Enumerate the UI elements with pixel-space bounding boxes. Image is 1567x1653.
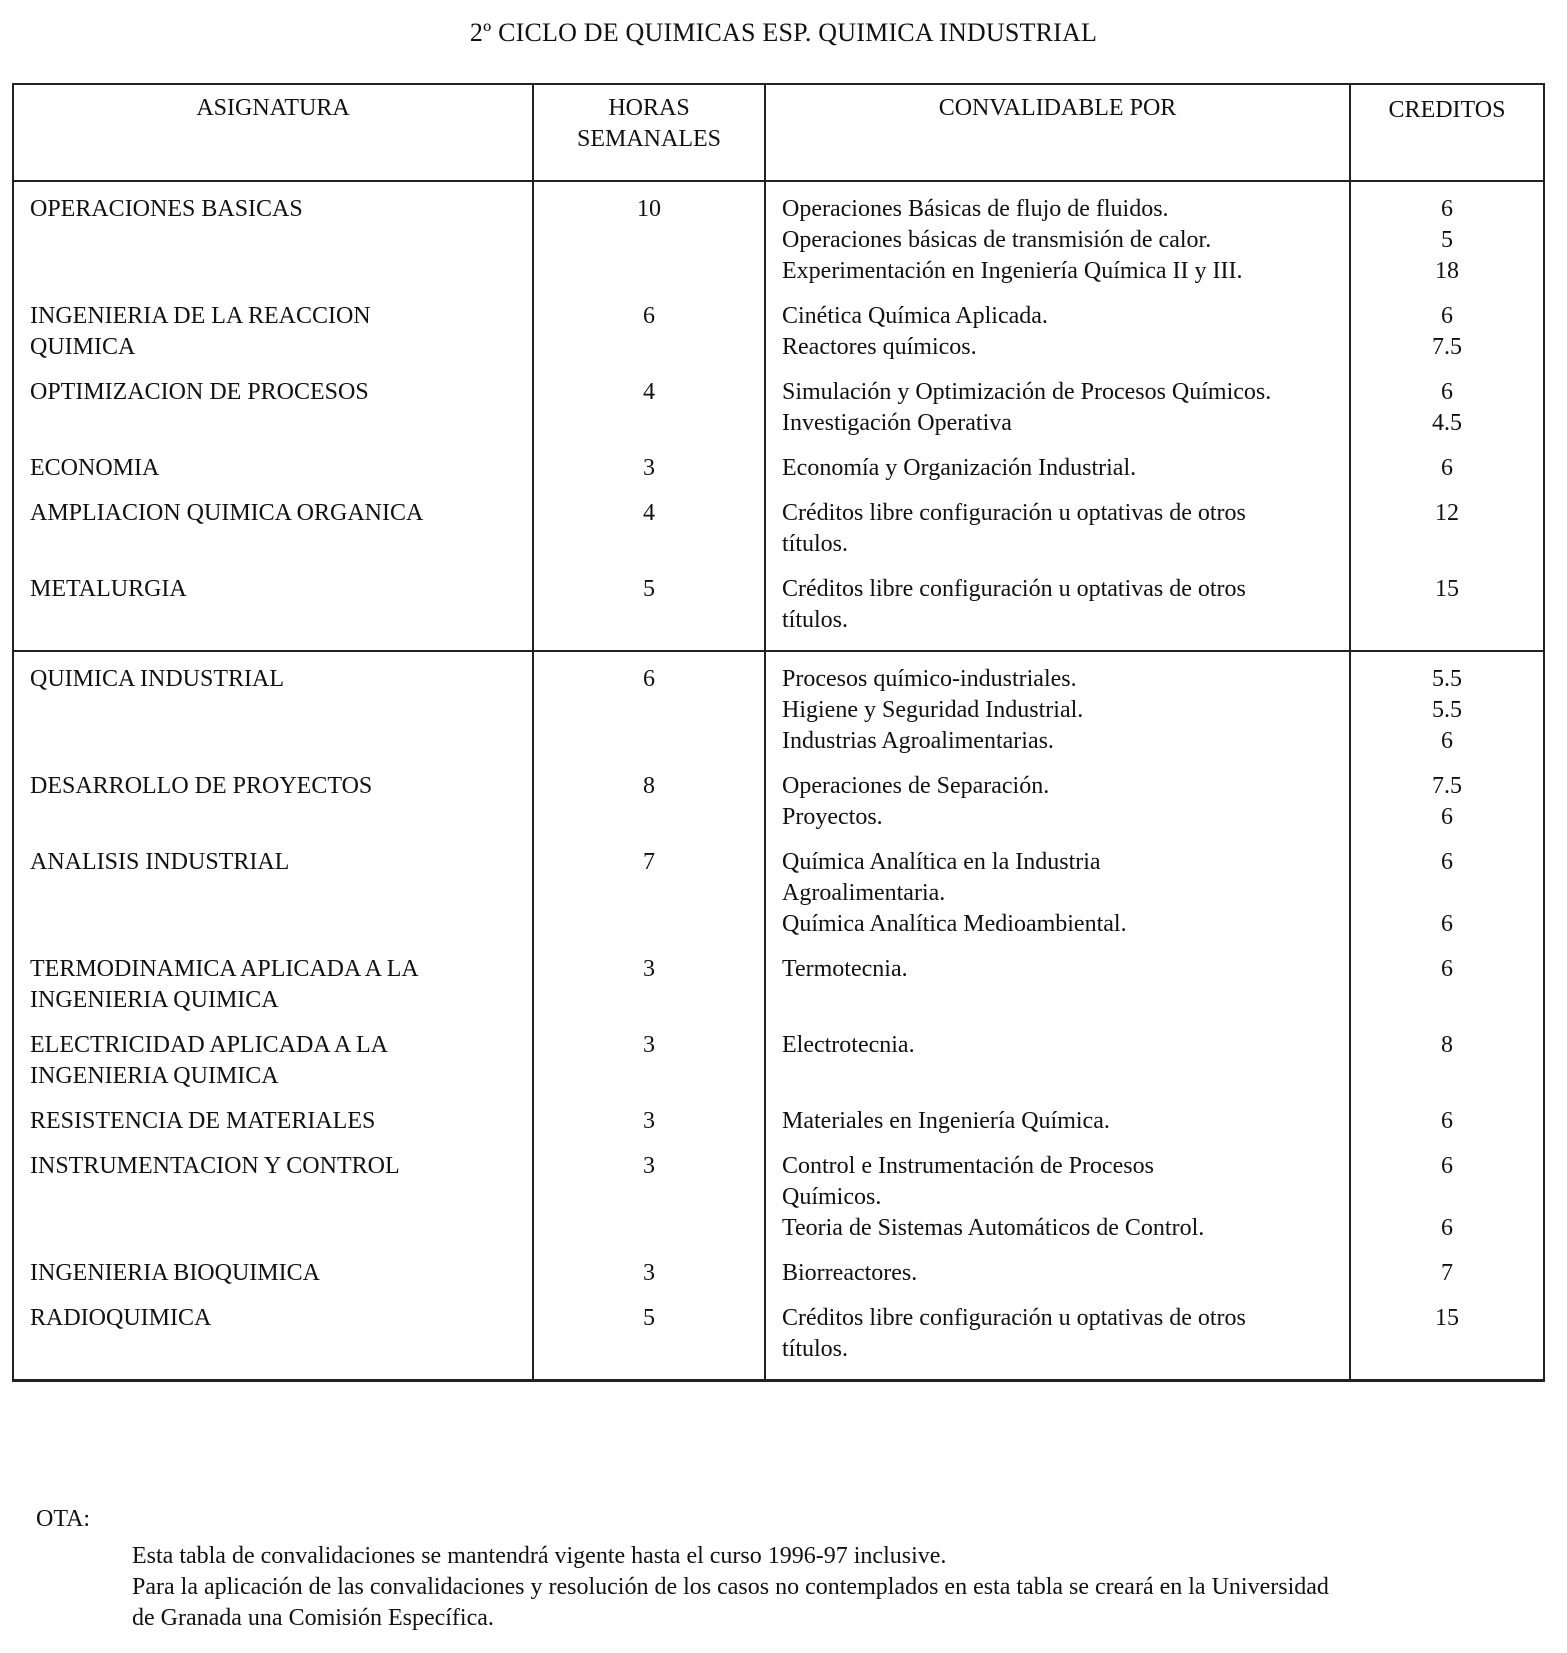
cell-asignatura <box>13 1258 533 1303</box>
convalidable-line: Agroalimentaria. <box>782 880 946 906</box>
cell-horas: 10 <box>533 181 765 301</box>
header-asignatura: ASIGNATURA <box>13 84 533 181</box>
convalidable-line: Materiales en Ingeniería Química. <box>782 1108 1110 1134</box>
asignatura-line: QUIMICA <box>30 334 136 360</box>
header-creditos: CREDITOS <box>1350 84 1544 181</box>
credito-value: 6 <box>1441 1215 1453 1241</box>
cell-horas: 3 <box>533 1106 765 1151</box>
credito-value: 6 <box>1441 1108 1453 1134</box>
cell-convalidable <box>765 651 1350 771</box>
table-row <box>13 181 1544 301</box>
credito-value: 7.5 <box>1432 773 1462 799</box>
cell-convalidable <box>765 574 1350 651</box>
cell-horas: 6 <box>533 651 765 771</box>
convalidable-line: Cinética Química Aplicada. <box>782 303 1048 329</box>
header-convalidable: CONVALIDABLE POR <box>765 84 1350 181</box>
cell-horas: 7 <box>533 847 765 954</box>
convalidable-line: Economía y Organización Industrial. <box>782 455 1137 481</box>
cell-asignatura <box>13 1303 533 1381</box>
asignatura-line: RADIOQUIMICA <box>30 1305 212 1331</box>
cell-creditos <box>1350 181 1544 301</box>
convalidable-line: títulos. <box>782 607 849 633</box>
cell-convalidable <box>765 1030 1350 1106</box>
credito-value: 5.5 <box>1432 666 1462 692</box>
cell-convalidable <box>765 301 1350 377</box>
cell-creditos <box>1350 1106 1544 1151</box>
table-row <box>13 771 1544 847</box>
cell-convalidable <box>765 377 1350 453</box>
cell-asignatura <box>13 498 533 574</box>
table-body <box>13 181 1544 1381</box>
convalidable-line: Termotecnia. <box>782 956 908 982</box>
convalidable-line: Industrias Agroalimentarias. <box>782 728 1054 754</box>
cell-horas: 3 <box>533 1151 765 1258</box>
asignatura-line: QUIMICA INDUSTRIAL <box>30 666 284 692</box>
asignatura-line: ELECTRICIDAD APLICADA A LA <box>30 1032 389 1058</box>
asignatura-line: METALURGIA <box>30 576 187 602</box>
convalidable-line: Reactores químicos. <box>782 334 977 360</box>
cell-creditos <box>1350 453 1544 498</box>
cell-asignatura <box>13 651 533 771</box>
cell-convalidable <box>765 771 1350 847</box>
cell-horas: 8 <box>533 771 765 847</box>
asignatura-line: INGENIERIA BIOQUIMICA <box>30 1260 320 1286</box>
convalidable-line: títulos. <box>782 1336 849 1362</box>
convalidable-line: Higiene y Seguridad Industrial. <box>782 697 1084 723</box>
nota-line: Para la aplicación de las convalidaciones y resolución de los casos no contemplados en esta tabla se creará en la Universidad <box>132 1574 1329 1600</box>
asignatura-line: INGENIERIA QUIMICA <box>30 987 279 1013</box>
cell-asignatura <box>13 453 533 498</box>
credito-value: 12 <box>1435 500 1459 526</box>
convalidable-line: Proyectos. <box>782 804 883 830</box>
cell-creditos <box>1350 847 1544 954</box>
cell-horas: 4 <box>533 498 765 574</box>
cell-creditos <box>1350 1151 1544 1258</box>
cell-convalidable <box>765 954 1350 1030</box>
credito-value: 6 <box>1441 956 1453 982</box>
cell-convalidable <box>765 453 1350 498</box>
cell-horas: 3 <box>533 954 765 1030</box>
asignatura-line: OPERACIONES BASICAS <box>30 196 303 222</box>
credito-value: 6 <box>1441 303 1453 329</box>
credito-value: 6 <box>1441 728 1453 754</box>
credito-spacer <box>1351 878 1543 909</box>
cell-horas: 5 <box>533 1303 765 1381</box>
convalidable-line: Biorreactores. <box>782 1260 918 1286</box>
asignatura-line: DESARROLLO DE PROYECTOS <box>30 773 373 799</box>
credito-value: 15 <box>1435 1305 1459 1331</box>
cell-horas: 3 <box>533 1258 765 1303</box>
credito-value: 5.5 <box>1432 697 1462 723</box>
cell-creditos <box>1350 1030 1544 1106</box>
cell-convalidable <box>765 1303 1350 1381</box>
convalidable-line: Créditos libre configuración u optativas de otros <box>782 1305 1246 1331</box>
cell-asignatura <box>13 1151 533 1258</box>
cell-asignatura <box>13 954 533 1030</box>
asignatura-line: RESISTENCIA DE MATERIALES <box>30 1108 376 1134</box>
convalidable-line: Créditos libre configuración u optativas de otros <box>782 576 1246 602</box>
credito-value: 8 <box>1441 1032 1453 1058</box>
credito-spacer <box>1351 1182 1543 1213</box>
table-row <box>13 651 1544 771</box>
credito-value: 4.5 <box>1432 410 1462 436</box>
table-header-row <box>13 84 1544 181</box>
credito-spacer <box>1351 1334 1543 1365</box>
convalidable-line: Créditos libre configuración u optativas de otros <box>782 500 1246 526</box>
cell-convalidable <box>765 1106 1350 1151</box>
credito-value: 7.5 <box>1432 334 1462 360</box>
credito-value: 6 <box>1441 1153 1453 1179</box>
table-row <box>13 498 1544 574</box>
nota-text <box>132 1541 1542 1634</box>
cell-horas: 5 <box>533 574 765 651</box>
convalidable-line: Operaciones Básicas de flujo de fluidos. <box>782 196 1169 222</box>
nota-line: de Granada una Comisión Específica. <box>132 1605 494 1631</box>
table-row <box>13 847 1544 954</box>
cell-creditos <box>1350 1303 1544 1381</box>
cell-creditos <box>1350 301 1544 377</box>
convalidable-line: Simulación y Optimización de Procesos Químicos. <box>782 379 1272 405</box>
convalidable-line: Procesos químico-industriales. <box>782 666 1077 692</box>
cell-asignatura <box>13 1030 533 1106</box>
asignatura-line: TERMODINAMICA APLICADA A LA <box>30 956 419 982</box>
asignatura-line: INSTRUMENTACION Y CONTROL <box>30 1153 400 1179</box>
convalidable-line: Teoria de Sistemas Automáticos de Control. <box>782 1215 1205 1241</box>
nota-line: Esta tabla de convalidaciones se mantendrá vigente hasta el curso 1996-97 inclusive. <box>132 1543 947 1569</box>
credito-value: 15 <box>1435 576 1459 602</box>
cell-convalidable <box>765 847 1350 954</box>
cell-creditos <box>1350 771 1544 847</box>
asignatura-line: OPTIMIZACION DE PROCESOS <box>30 379 369 405</box>
cell-convalidable <box>765 181 1350 301</box>
credito-value: 5 <box>1441 227 1453 253</box>
asignatura-line: AMPLIACION QUIMICA ORGANICA <box>30 500 424 526</box>
cell-horas: 6 <box>533 301 765 377</box>
credito-value: 6 <box>1441 379 1453 405</box>
table-row <box>13 1303 1544 1381</box>
convalidation-table <box>12 83 1545 1382</box>
cell-creditos <box>1350 954 1544 1030</box>
cell-horas: 3 <box>533 1030 765 1106</box>
credito-spacer <box>1351 605 1543 636</box>
cell-asignatura <box>13 847 533 954</box>
asignatura-line: INGENIERIA QUIMICA <box>30 1063 279 1089</box>
cell-convalidable <box>765 498 1350 574</box>
credito-value: 6 <box>1441 196 1453 222</box>
credito-value: 7 <box>1441 1260 1453 1286</box>
convalidable-line: Operaciones básicas de transmisión de calor. <box>782 227 1212 253</box>
credito-value: 6 <box>1441 911 1453 937</box>
page-title: 2º CICLO DE QUIMICAS ESP. QUIMICA INDUSTRIAL <box>469 18 1098 47</box>
convalidable-line: Investigación Operativa <box>782 410 1012 436</box>
cell-creditos <box>1350 498 1544 574</box>
table-row <box>13 1151 1544 1258</box>
credito-spacer <box>1351 529 1543 560</box>
asignatura-line: INGENIERIA DE LA REACCION <box>30 303 371 329</box>
credito-value: 6 <box>1441 849 1453 875</box>
header-horas-line-1: HORAS <box>608 95 690 121</box>
convalidable-line: Química Analítica en la Industria <box>782 849 1101 875</box>
cell-asignatura <box>13 377 533 453</box>
cell-asignatura <box>13 301 533 377</box>
convalidable-line: Electrotecnia. <box>782 1032 915 1058</box>
cell-asignatura <box>13 574 533 651</box>
cell-horas: 3 <box>533 453 765 498</box>
credito-value: 18 <box>1435 258 1459 284</box>
cell-asignatura <box>13 771 533 847</box>
convalidable-line: Química Analítica Medioambiental. <box>782 911 1127 937</box>
table-row <box>13 453 1544 498</box>
convalidable-line: títulos. <box>782 531 849 557</box>
cell-horas: 4 <box>533 377 765 453</box>
cell-creditos <box>1350 377 1544 453</box>
convalidable-line: Control e Instrumentación de Procesos <box>782 1153 1154 1179</box>
header-horas <box>533 84 765 181</box>
cell-asignatura <box>13 181 533 301</box>
table-row <box>13 954 1544 1030</box>
asignatura-line: ECONOMIA <box>30 455 160 481</box>
cell-convalidable <box>765 1258 1350 1303</box>
cell-asignatura <box>13 1106 533 1151</box>
credito-value: 6 <box>1441 455 1453 481</box>
credito-value: 6 <box>1441 804 1453 830</box>
cell-creditos <box>1350 1258 1544 1303</box>
table-row <box>13 377 1544 453</box>
cell-creditos <box>1350 651 1544 771</box>
convalidable-line: Químicos. <box>782 1184 882 1210</box>
table-row <box>13 301 1544 377</box>
table-row <box>13 1030 1544 1106</box>
table-row <box>13 574 1544 651</box>
nota-label: OTA: <box>36 1506 91 1532</box>
table-row <box>13 1106 1544 1151</box>
cell-convalidable <box>765 1151 1350 1258</box>
convalidable-line: Experimentación en Ingeniería Química II y III. <box>782 258 1243 284</box>
cell-creditos <box>1350 574 1544 651</box>
table-row <box>13 1258 1544 1303</box>
asignatura-line: ANALISIS INDUSTRIAL <box>30 849 290 875</box>
convalidable-line: Operaciones de Separación. <box>782 773 1050 799</box>
header-horas-line-2: SEMANALES <box>576 126 721 152</box>
